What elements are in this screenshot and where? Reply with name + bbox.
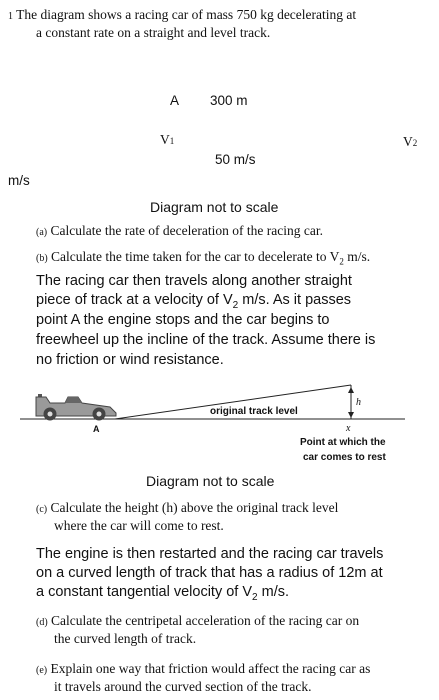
part-c-line1: Calculate the height (h) above the original track level (50, 500, 339, 515)
part-c (36, 499, 338, 518)
para2-line3-before: a constant tangential velocity of V (36, 584, 253, 600)
part-e-line1: Explain one way that friction would affect the racing car as (50, 661, 371, 676)
v1-label: V (160, 132, 170, 147)
diagram1-v1 (160, 132, 174, 148)
part-b-label: (b) (36, 253, 48, 264)
diagram1-point-label: A (170, 93, 180, 108)
diagram2-rest-line1: Point at which the (300, 437, 386, 448)
diagram2-height-label: h (356, 397, 361, 408)
para1-line4: freewheel up the incline of the track. Assume there is (36, 332, 376, 348)
intro-line-2: a constant rate on a straight and level track. (36, 25, 271, 40)
question-number: 1 (8, 11, 13, 22)
intro-line-1: The diagram shows a racing car of mass 750 kg decelerating at (16, 7, 357, 22)
part-d-line2: the curved length of track. (54, 631, 197, 646)
part-a-label: (a) (36, 227, 48, 238)
para2-line3 (36, 583, 289, 607)
diagram1-speed: 50 m/s (215, 152, 256, 167)
v1-sub: 1 (169, 136, 175, 146)
part-d (36, 612, 359, 631)
para2-line3-sub: 2 (252, 591, 258, 603)
para2-line1: The engine is then restarted and the racing car travels (36, 546, 384, 562)
diagram2-point-label: A (93, 424, 100, 434)
para1-line5: no friction or wind resistance. (36, 352, 224, 368)
question-intro (8, 6, 356, 25)
v2-label: V (403, 134, 413, 149)
para1-line1: The racing car then travels along another straight (36, 273, 352, 289)
diagram1-distance: 300 m (210, 93, 248, 108)
part-b-text: Calculate the time taken for the car to decelerate to V (51, 249, 340, 264)
para1-line2-after: m/s. As it passes (238, 292, 352, 308)
para1-line3: point A the engine stops and the car begins to (36, 312, 330, 328)
part-b-sub: 2 (339, 256, 344, 267)
part-d-label: (d) (36, 617, 48, 628)
para2-line3-after: m/s. (257, 584, 290, 600)
diagram2-rest-line2: car comes to rest (303, 452, 386, 463)
height-arrow-up-icon (348, 387, 354, 393)
diagram1-unit-left: m/s (8, 173, 30, 188)
part-c-line2: where the car will come to rest. (54, 518, 224, 533)
diagram2-x-label: x (346, 423, 351, 434)
part-b-text-after: m/s. (343, 249, 371, 264)
part-c-label: (c) (36, 504, 48, 515)
para2-line2: on a curved length of track that has a radius of 12m at (36, 565, 383, 581)
v2-sub: 2 (412, 138, 418, 148)
diagram1-v2 (403, 134, 417, 150)
part-e-label: (e) (36, 665, 48, 676)
part-e-line2: it travels around the curved section of the track. (54, 679, 312, 694)
part-d-line1: Calculate the centripetal acceleration of the racing car on (51, 613, 360, 628)
part-e (36, 660, 370, 679)
diagram2-track-label: original track level (210, 406, 298, 417)
part-b (36, 248, 370, 271)
para1-line2-before: piece of track at a velocity of V (36, 292, 233, 308)
diagram1-note: Diagram not to scale (150, 199, 279, 215)
part-a (36, 222, 323, 241)
height-arrow-down-icon (348, 412, 354, 418)
part-a-text: Calculate the rate of deceleration of the racing car. (50, 223, 323, 238)
diagram2-note: Diagram not to scale (146, 473, 275, 489)
para1-line2-sub: 2 (232, 299, 239, 311)
racing-car-icon (36, 394, 116, 421)
